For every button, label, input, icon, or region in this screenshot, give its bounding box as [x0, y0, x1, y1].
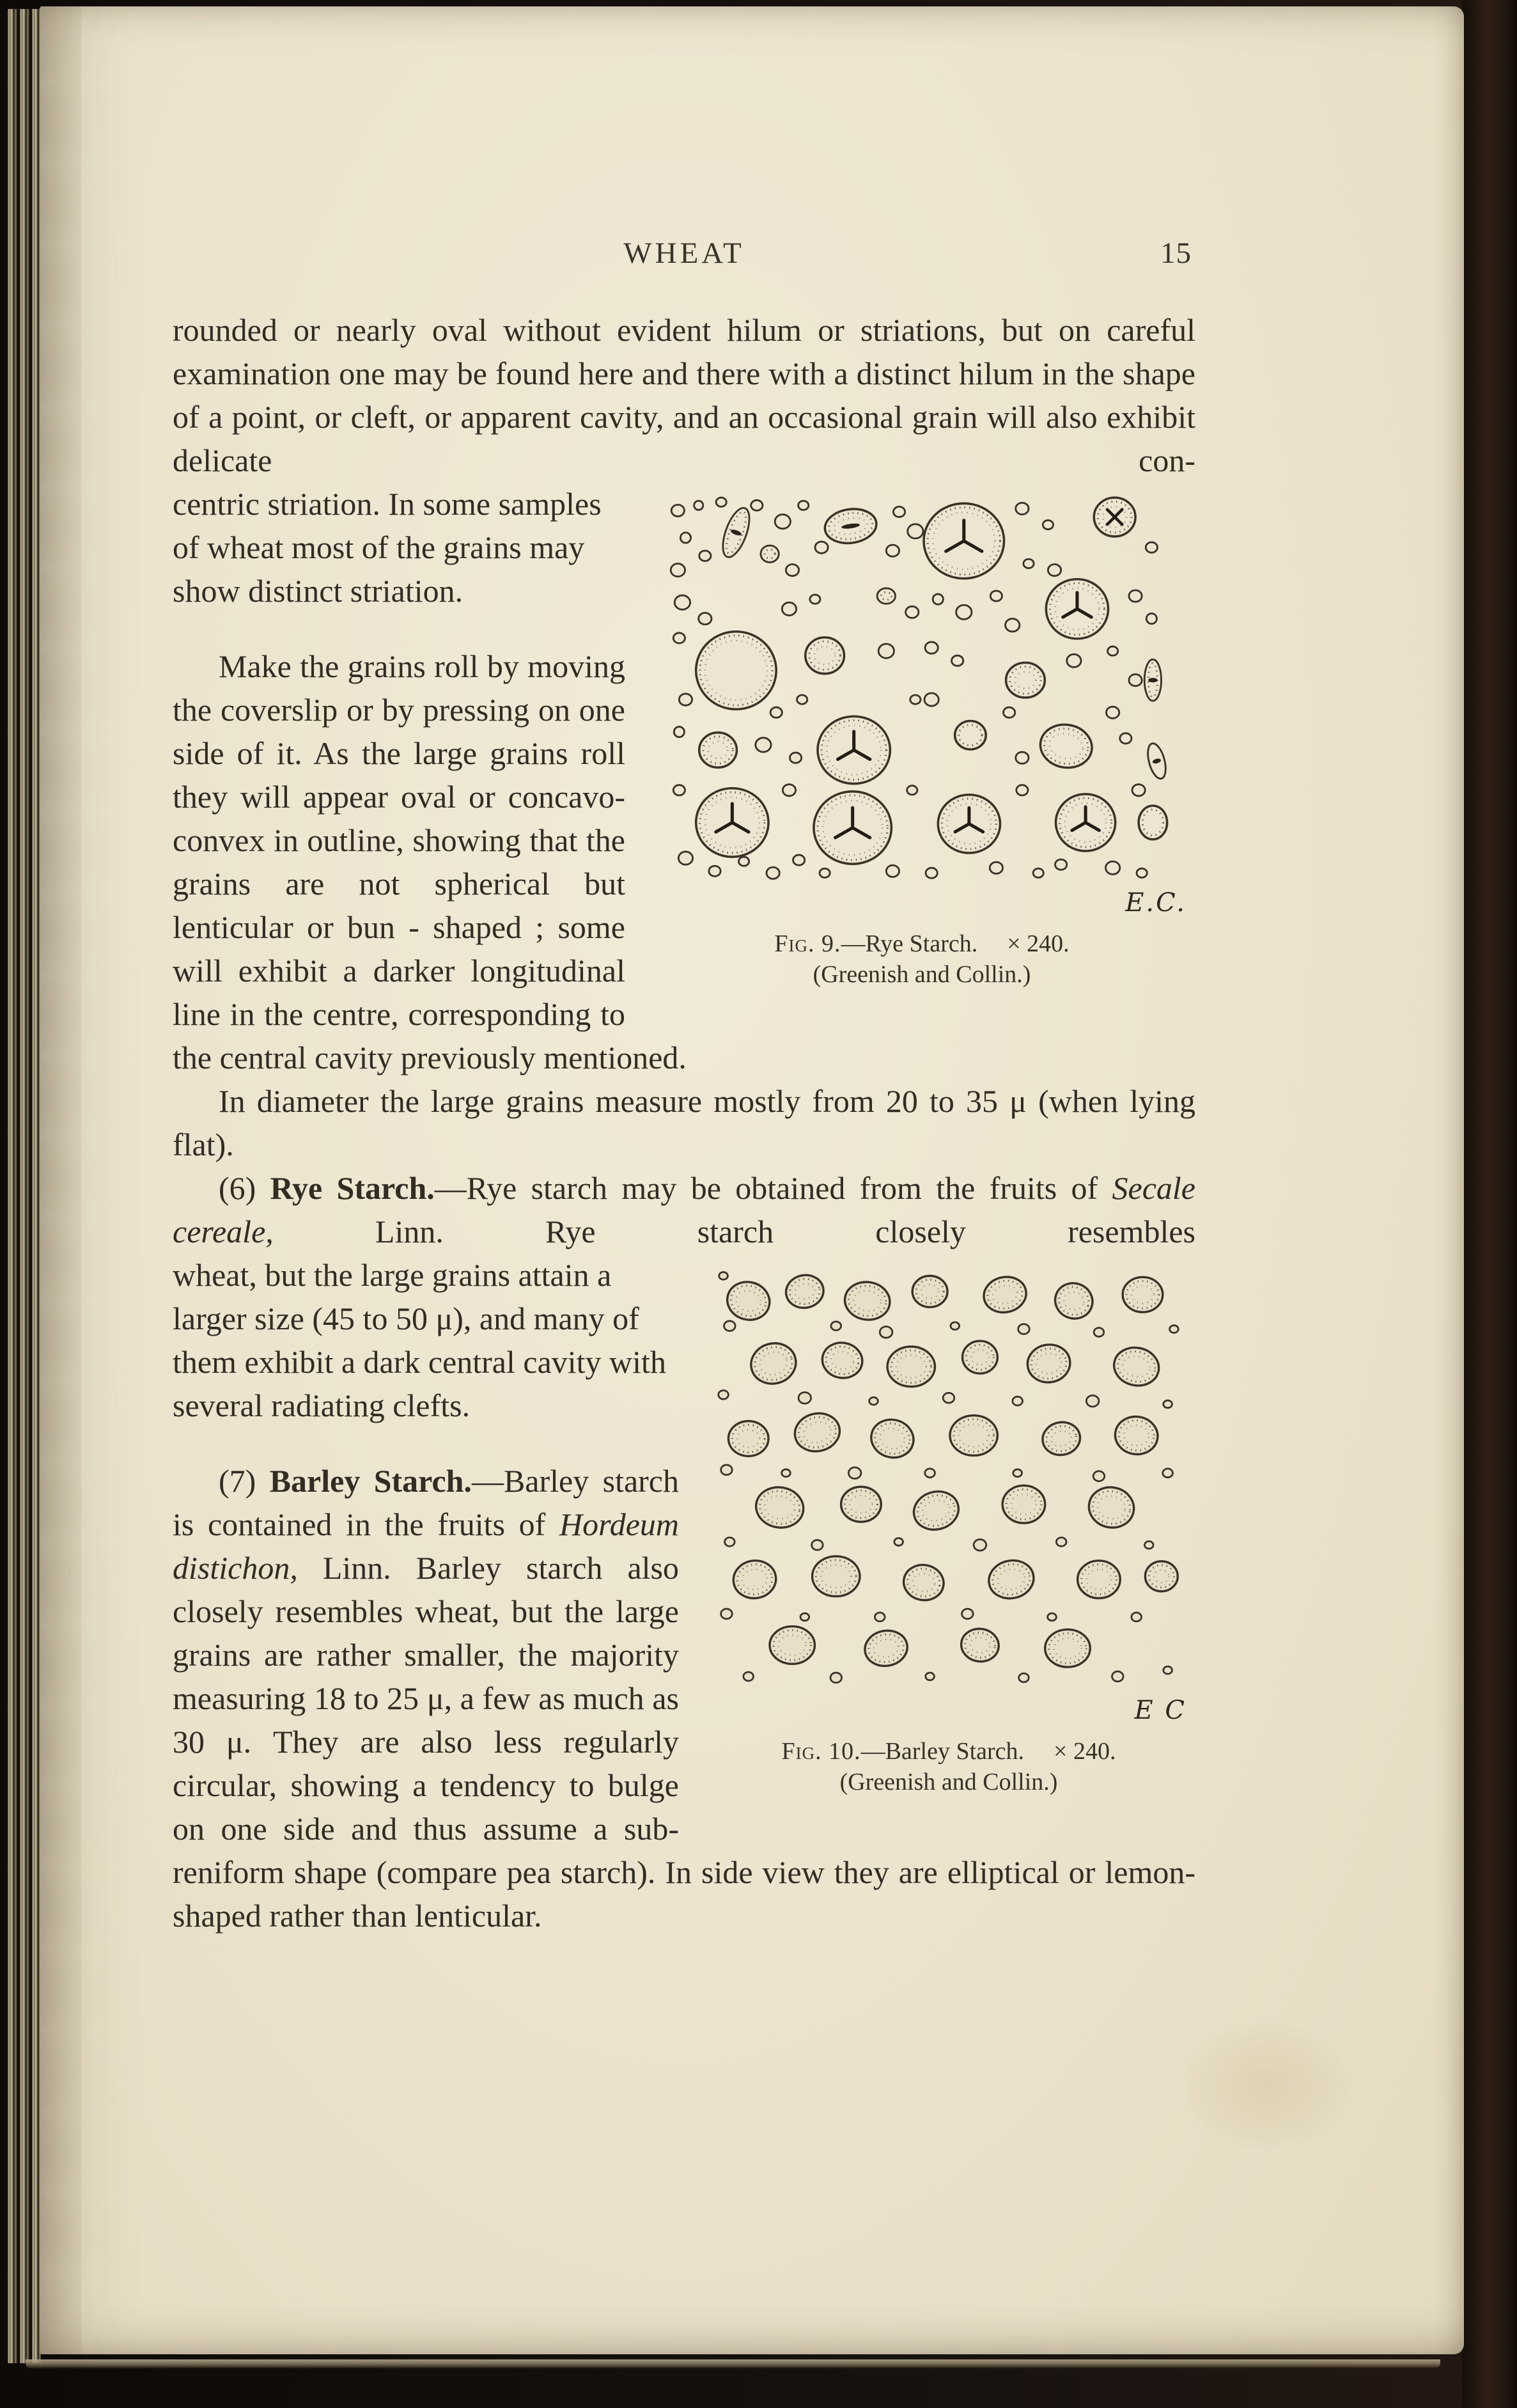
book-page [40, 6, 1464, 2354]
figure-10-artist-signature: E C [1134, 1696, 1186, 1726]
paragraph-2-text: Make the grains roll by moving the coverslip or by pressing on one side of it. As the large grains roll they will appear oval or concavo-convex in outline, showing that the grains are not spherical but lenticular or bun - shaped ; some will exhibit a darker longitudinal line in the centre, corresponding to the central cavity previously mentioned. [173, 648, 687, 1075]
barley-starch-heading: Barley Starch. [269, 1463, 472, 1499]
rye-starch-illustration [660, 486, 1184, 887]
figure-10-caption-line [702, 1736, 1195, 1767]
figure-9-artist-signature: E.C. [1125, 887, 1186, 918]
paragraph-5-number: (7) [219, 1463, 270, 1499]
figure-10-credit: (Greenish and Collin.) [839, 1769, 1058, 1796]
figure-10-magnification: × 240. [1054, 1738, 1116, 1765]
paragraph-4-number: (6) [219, 1170, 270, 1206]
running-header [173, 231, 1195, 275]
figure-9-magnification: × 240. [1007, 930, 1070, 957]
paragraph-3-text: In diameter the large grains measure mostly from 20 to 35 μ (when lying flat). [173, 1083, 1195, 1162]
book-bottom-page-edge [26, 2359, 1440, 2368]
paragraph-1-full-width [173, 308, 1195, 482]
figure-9-caption [648, 928, 1195, 990]
paragraph-3 [173, 1079, 1195, 1166]
paper-stain [1183, 2022, 1349, 2150]
paragraph-5b-text: Linn. Barley starch also closely resembles wheat, but the large grains are rather smaller, the majority measuring 18 to 25 μ, a few as much as 30 μ. They are also less regularly circular, showing a tendency to bulge on one side and thus assume a sub-reniform shape (compare pea starch). In side view they are elliptical or lemon-shaped rather than lenticular. [173, 1550, 1195, 1934]
paragraph-5a-text: —Barley starch is contained in the fruits of [173, 1463, 679, 1542]
figure-10-barley-starch [702, 1257, 1195, 1797]
barley-starch-illustration [711, 1257, 1186, 1695]
figure-10-caption [702, 1736, 1195, 1797]
page-content [173, 231, 1195, 1937]
paragraph-4-full-width [173, 1166, 1195, 1253]
paragraph-4c-text: wheat, but the large grains attain a larger size (45 to 50 μ), and many of them exhibit a dark central cavity with several radiating clefts. [173, 1257, 666, 1423]
figure-9-credit: (Greenish and Collin.) [813, 960, 1031, 988]
paragraph-4a-text: —Rye starch may be obtained from the fruits of [434, 1170, 1112, 1206]
paragraph-1a-text: rounded or nearly oval without evident hilum or striations, but on careful examination one may be found here and there with a distinct hilum in the shape of a point, or cleft, or apparent cavity, and an occasional grain will also exhibit delicate con- [173, 312, 1195, 478]
species-name-hordeum: Hordeum distichon, [173, 1506, 679, 1586]
species-name-secale: Secale cereale, [173, 1170, 1195, 1249]
figure-9-label: Fig. 9. [774, 930, 841, 957]
paragraph-4b-text: Linn. Rye starch closely resembles [273, 1214, 1195, 1249]
book-cover-right-edge [1462, 0, 1517, 2408]
figure-10-title: —Barley Starch. [860, 1738, 1025, 1765]
page-title: WHEAT [623, 237, 745, 270]
figure-9-caption-line [648, 928, 1195, 959]
book-page-stack-edge [5, 9, 41, 2363]
figure-9-rye-starch [648, 486, 1195, 990]
rye-starch-heading: Rye Starch. [270, 1170, 435, 1206]
figure-9-title: —Rye Starch. [841, 930, 978, 957]
paragraph-1b-text: centric striation. In some samples of wheat most of the grains may show distinct striation. [173, 486, 602, 609]
figure-10-label: Fig. 10. [781, 1738, 861, 1765]
page-number: 15 [1160, 237, 1192, 270]
